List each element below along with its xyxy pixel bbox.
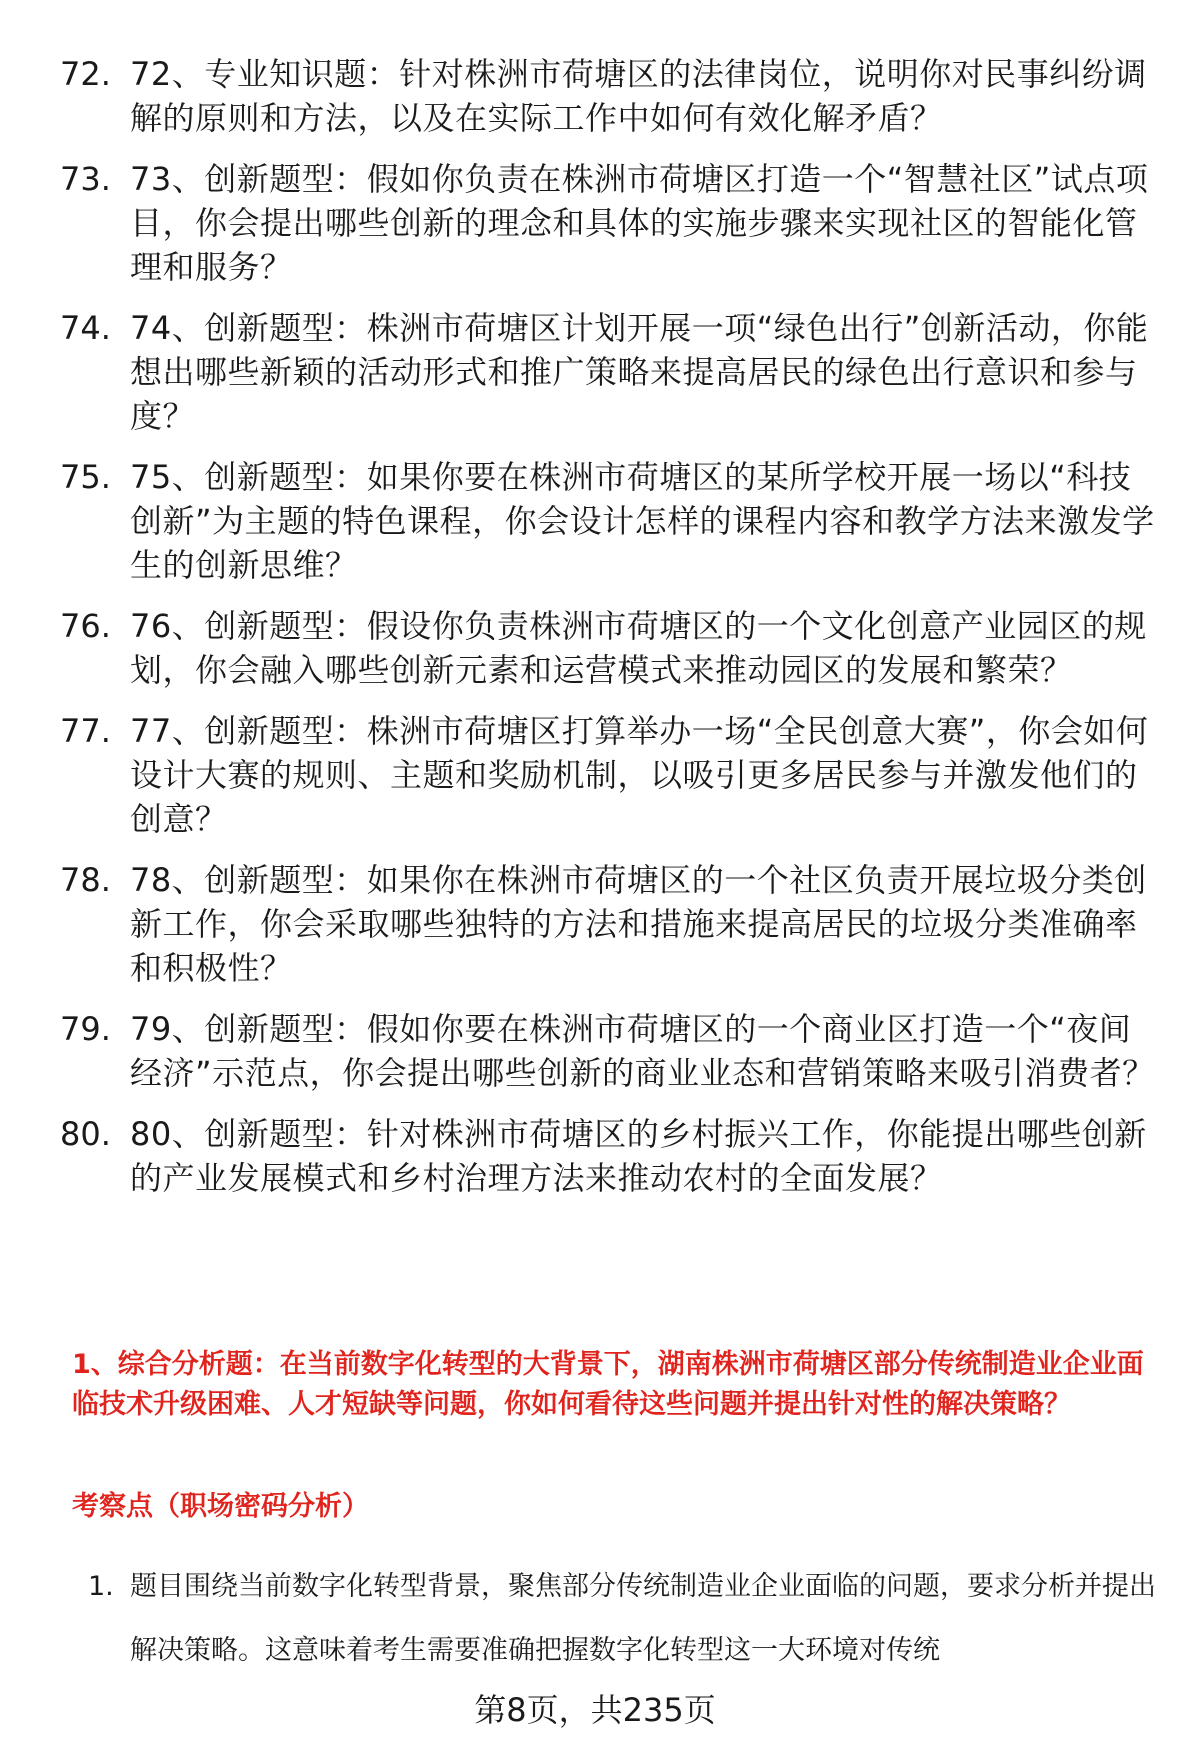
analysis-text: 题目围绕当前数字化转型背景，聚焦部分传统制造业企业面临的问题，要求分析并提出解决策略。这意味着考生需要准确把握数字化转型这一大环境对传统 bbox=[130, 1571, 1156, 1666]
list-number: 78. bbox=[60, 861, 111, 899]
list-item bbox=[60, 604, 1170, 692]
question-list bbox=[60, 52, 1170, 1217]
exam-point-heading: 考察点（职场密码分析） bbox=[72, 1491, 369, 1522]
list-number: 1. bbox=[88, 1571, 114, 1602]
list-item bbox=[60, 1112, 1170, 1200]
list-number: 80. bbox=[60, 1115, 111, 1153]
list-number: 77. bbox=[60, 712, 111, 750]
list-number: 75. bbox=[60, 458, 111, 496]
question-text: 78、创新题型：如果你在株洲市荷塘区的一个社区负责开展垃圾分类创新工作，你会采取哪些独特的方法和措施来提高居民的垃圾分类准确率和积极性？ bbox=[130, 861, 1147, 987]
list-item bbox=[60, 858, 1170, 990]
question-text: 76、创新题型：假设你负责株洲市荷塘区的一个文化创意产业园区的规划，你会融入哪些创新元素和运营模式来推动园区的发展和繁荣？ bbox=[130, 607, 1147, 689]
page-footer: 第8页，共235页 bbox=[474, 1691, 716, 1729]
list-item bbox=[60, 157, 1170, 289]
list-item bbox=[60, 1007, 1170, 1095]
question-text: 79、创新题型：假如你要在株洲市荷塘区的一个商业区打造一个“夜间经济”示范点，你会提出哪些创新的商业业态和营销策略来吸引消费者？ bbox=[130, 1010, 1155, 1092]
list-item bbox=[60, 306, 1170, 438]
question-text: 72、专业知识题：针对株洲市荷塘区的法律岗位，说明你对民事纠纷调解的原则和方法，以及在实际工作中如何有效化解矛盾？ bbox=[130, 55, 1147, 137]
list-item bbox=[88, 1555, 1168, 1683]
list-number: 72. bbox=[60, 55, 111, 93]
question-text: 80、创新题型：针对株洲市荷塘区的乡村振兴工作，你能提出哪些创新的产业发展模式和乡村治理方法来推动农村的全面发展？ bbox=[130, 1115, 1147, 1197]
analysis-question-heading: 1、综合分析题：在当前数字化转型的大背景下，湖南株洲市荷塘区部分传统制造业企业面临技术升级困难、人才短缺等问题，你如何看待这些问题并提出针对性的解决策略？ bbox=[72, 1349, 1144, 1420]
question-text: 73、创新题型：假如你负责在株洲市荷塘区打造一个“智慧社区”试点项目，你会提出哪些创新的理念和具体的实施步骤来实现社区的智能化管理和服务？ bbox=[130, 160, 1149, 286]
question-text: 75、创新题型：如果你要在株洲市荷塘区的某所学校开展一场以“科技创新”为主题的特色课程，你会设计怎样的课程内容和教学方法来激发学生的创新思维？ bbox=[130, 458, 1155, 584]
list-number: 74. bbox=[60, 309, 111, 347]
list-number: 73. bbox=[60, 160, 111, 198]
question-text: 77、创新题型：株洲市荷塘区打算举办一场“全民创意大赛”，你会如何设计大赛的规则、主题和奖励机制，以吸引更多居民参与并激发他们的创意？ bbox=[130, 712, 1149, 838]
list-number: 79. bbox=[60, 1010, 111, 1048]
list-number: 76. bbox=[60, 607, 111, 645]
list-item bbox=[60, 709, 1170, 841]
analysis-list bbox=[88, 1555, 1168, 1683]
list-item bbox=[60, 52, 1170, 140]
question-text: 74、创新题型：株洲市荷塘区计划开展一项“绿色出行”创新活动，你能想出哪些新颖的活动形式和推广策略来提高居民的绿色出行意识和参与度？ bbox=[130, 309, 1149, 435]
list-item bbox=[60, 455, 1170, 587]
